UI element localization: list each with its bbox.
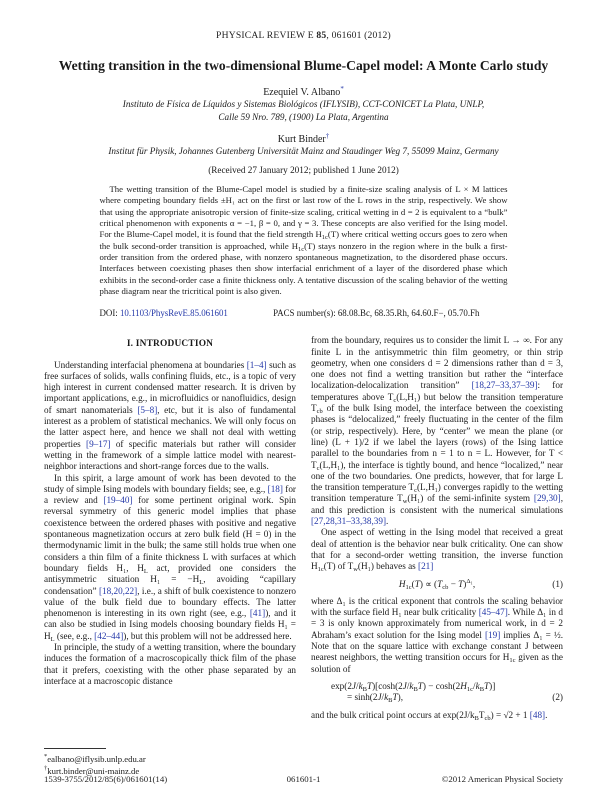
paragraph: where Δ₁ is the critical exponent that controls the scaling behavior with the surface field H₁ near bulk criticality [45–47]. While Δ₁ in d = 3 is only known approximately from numerical work, in d = 2 Abraham’s exact solution for the Ising model [19] implies Δ₁ = ½. Note that on the square lattice with exchange constant J between nearest neighbors, the wetting transition occurs for $H_{1c}$ given as the solution of <box>311 595 564 674</box>
abstract: The wetting transition of the Blume-Capel model is studied by a finite-size scaling analysis of L × M lattices where competing boundary fields ±H₁ act on the first or last row of the L rows in the strip, respectively. We show that using the appropriate anisotropic version of finite-size scaling, critical wetting in d = 2 is equivalent to a “bulk” critical phenomenon with exponents α = −1, β = 0, and γ = 3. These concepts are also verified for the Ising model. For the Blume-Capel model, it is found that the field strength $H_{1c}(T)$ where critical wetting occurs goes to zero when the bulk second-order transition is approached, while $H_{1c}(T)$ stays nonzero in the region where in the bulk a first-order transition from the ordered phase, with nonzero spontaneous magnetization, to the disordered phase occurs. Interfaces between coexisting phases then show interfacial enrichment of a layer of the disordered phase which exhibits in the second-order case a finite thickness only. A tentative discussion of the scaling behavior of the wetting phase diagram near the tricritical point is also given. <box>99 184 508 296</box>
citation-link[interactable]: [21] <box>418 561 434 572</box>
citation-link[interactable]: [5–8] <box>137 404 158 415</box>
right-column <box>311 335 563 777</box>
equation-2-formula-line2: = $\sinh(2J/k_BT)$, <box>347 692 403 705</box>
author-footnote-marker[interactable]: † <box>325 132 330 141</box>
doi-label: DOI: <box>99 308 118 319</box>
equation-2-formula-line1: $\exp(2J/k_BT)[\cosh(2J/k_BT) - \cosh(2H_{1c}/k_BT)]$ <box>331 680 496 693</box>
journal-name: PHYSICAL REVIEW E <box>216 30 317 41</box>
footnote-rule <box>44 748 106 749</box>
citation-link[interactable]: [1–4] <box>246 359 267 370</box>
author-affiliation-1-line2: Calle 59 Nro. 789, (1900) La Plata, Argentina <box>218 112 389 123</box>
citation-link[interactable]: [41] <box>249 608 266 619</box>
footnote-marker: † <box>44 764 48 772</box>
citation-link[interactable]: [19–40] <box>103 495 133 506</box>
footnote-email-text: kurt.binder@uni-mainz.de <box>47 765 140 776</box>
equation-2-number: (2) <box>552 692 563 703</box>
footer-copyright: ©2012 American Physical Society <box>441 774 563 784</box>
author-name-text: Ezequiel V. Albano <box>263 87 341 99</box>
citation-link[interactable]: [27,28,31–33,38,39] <box>311 516 387 527</box>
citation-link[interactable]: [42–44] <box>94 630 124 641</box>
equation-1-number: (1) <box>552 578 563 589</box>
paragraph: Understanding interfacial phenomena at boundaries [1–4] such as free surfaces of solids, walls confining fluids, etc., is a topic of very high interest in current condensed matter research. It is driven by important applications, e.g., in microfluidics or nanofluidics, design of smart nanomaterials [5–8], etc, but it is also of fundamental interest as a problem of statistical mechanics. We will only focus on the latter aspect here, and hence we shall not deal with wetting properties [9–17] of specific materials but rather will consider wetting in the framework of a simple lattice model with nearest-neighbor interactions and short-range forces due to the walls. <box>44 359 296 472</box>
author-name-1 <box>44 87 563 98</box>
citation-link[interactable]: [29,30] <box>533 493 561 504</box>
footnote-email-text: ealbano@iflysib.unlp.edu.ar <box>47 753 146 764</box>
equation-1-formula: $H_{1c}(T) \propto (T_{cb} - T)^{\Delta_1}$, <box>398 577 476 591</box>
paragraph: One aspect of wetting in the Ising model that received a great deal of attention is the behavior near bulk criticality. One can show that for a second-order wetting transition, the inverse function $H_{1c}(T)$ of $T_w(H_1)$ behaves as [21] <box>311 527 563 574</box>
citation-link[interactable]: [18] <box>267 483 283 494</box>
left-column <box>44 335 296 777</box>
citation-link[interactable]: [18,27–33,37–39] <box>471 380 538 391</box>
author-block-2 <box>44 134 563 175</box>
doi-pacs-row <box>100 308 508 318</box>
section-heading-introduction: I. INTRODUCTION <box>126 339 214 350</box>
author-block-1 <box>44 87 563 124</box>
citation-link[interactable]: [9–17] <box>86 438 111 449</box>
paragraph: In this spirit, a large amount of work has been devoted to the study of simple Ising models with boundary fields; see, e.g., [18] for a review and [19–40] for some pertinent original work. Spin reversal symmetry of this generic model implies that phase coexistence between the ordered phases with positive and negative spontaneous magnetization occurs at zero bulk field (H = 0) in the thermodynamic limit in the bulk; the same still holds true when one considers a thin film of a finite thickness L with surfaces at which boundary fields H₁, $H_L$ act, provided one considers the antisymmetric situation $H_1 = -H_L$, avoiding “capillary condensation” [18,20,22], i.e., a shift of bulk coexistence to nonzero value of the bulk field due to boundary effects. The latter phenomenon is interesting in its own right (see, e.g., [41]), and it can also be studied in Ising models choosing boundary fields $H_1 = H_L$ (see, e.g., [42–44]), but this problem will not be addressed here. <box>44 472 296 643</box>
footer-issn-code: 1539-3755/2012/85(6)/061601(14) <box>44 774 168 784</box>
two-column-body <box>44 335 563 777</box>
author-name-text: Kurt Binder <box>277 134 326 146</box>
doi-line <box>100 308 274 318</box>
author-footnote-marker[interactable]: * <box>340 85 344 94</box>
citation-link[interactable]: [18,20,22] <box>98 585 138 596</box>
equation-2 <box>311 681 563 704</box>
citation-link[interactable]: [19] <box>484 629 501 640</box>
footnotes-block <box>44 742 296 777</box>
received-published-line: (Received 27 January 2012; published 1 June 2012) <box>208 165 399 176</box>
pacs-numbers: PACS number(s): 68.08.Bc, 68.35.Rh, 64.60.F−, 05.70.Fh <box>273 308 480 319</box>
journal-issue: , 061601 (2012) <box>326 30 391 41</box>
journal-running-head <box>44 30 563 41</box>
footnote-email-1[interactable] <box>44 754 296 766</box>
citation-link[interactable]: [45–47] <box>478 607 508 618</box>
paragraph: from the boundary, requires us to consider the limit L → ∞. For any finite L in the antisymmetric thin film geometry, or thin strip geometry, when one considers d = 2 dimensions rather than d = 3, one does not find a wetting transition but rather the “interface localization-delocalization transition” [18,27–33,37–39]: for temperatures above $T_c(L,H_1)$ but below the transition temperature $T_{cb}$ of the bulk Ising model, the interface between the coexisting phases is “delocalized,” freely fluctuating in the center of the film (or strip, respectively). Here, by “center” we mean the plane (or line) (L + 1)/2 if we label the layers (rows) of the Ising lattice parallel to the boundaries from n = 1 to n = L. However, for $T < T_c(L,H_1)$, the interface is tightly bound, and hence “localized,” near one of the two boundaries. One predicts, however, that for large L the transition temperature $T_c(L,H_1)$ converges rapidly to the wetting transition temperature $T_w(H_1)$ of the semi-infinite system [29,30], and this prediction is consistent with the numerical simulations [27,28,31–33,38,39]. <box>311 335 564 527</box>
citation-link[interactable]: [48] <box>529 709 546 720</box>
paper-title: Wetting transition in the two-dimensional Blume-Capel model: A Monte Carlo study <box>58 58 549 73</box>
page-footer <box>44 774 563 784</box>
paragraph: and the bulk critical point occurs at $\exp(2J/k_BT_{cb}) = √2 + 1$ [48]. <box>311 709 548 722</box>
footnote-marker: * <box>44 752 48 760</box>
author-affiliation-2-line1: Institut für Physik, Johannes Gutenberg Universität Mainz and Staudinger Weg 7, 55099 Mainz, Germany <box>108 146 499 157</box>
author-name-2 <box>44 134 563 145</box>
equation-1 <box>311 579 563 590</box>
doi-link[interactable]: 10.1103/PhysRevE.85.061601 <box>119 308 228 319</box>
footer-page-number: 061601-1 <box>286 774 321 784</box>
journal-volume: 85 <box>316 30 327 41</box>
author-affiliation-1-line1: Instituto de Física de Líquidos y Sistemas Biológicos (IFLYSIB), CCT-CONICET La Plata, UNLP, <box>122 99 485 110</box>
paragraph: In principle, the study of a wetting transition, where the boundary induces the formation of a macroscopically thick film of the phase that it prefers, coexisting with the other phase separated by an interface at a macroscopic distance <box>44 642 296 686</box>
